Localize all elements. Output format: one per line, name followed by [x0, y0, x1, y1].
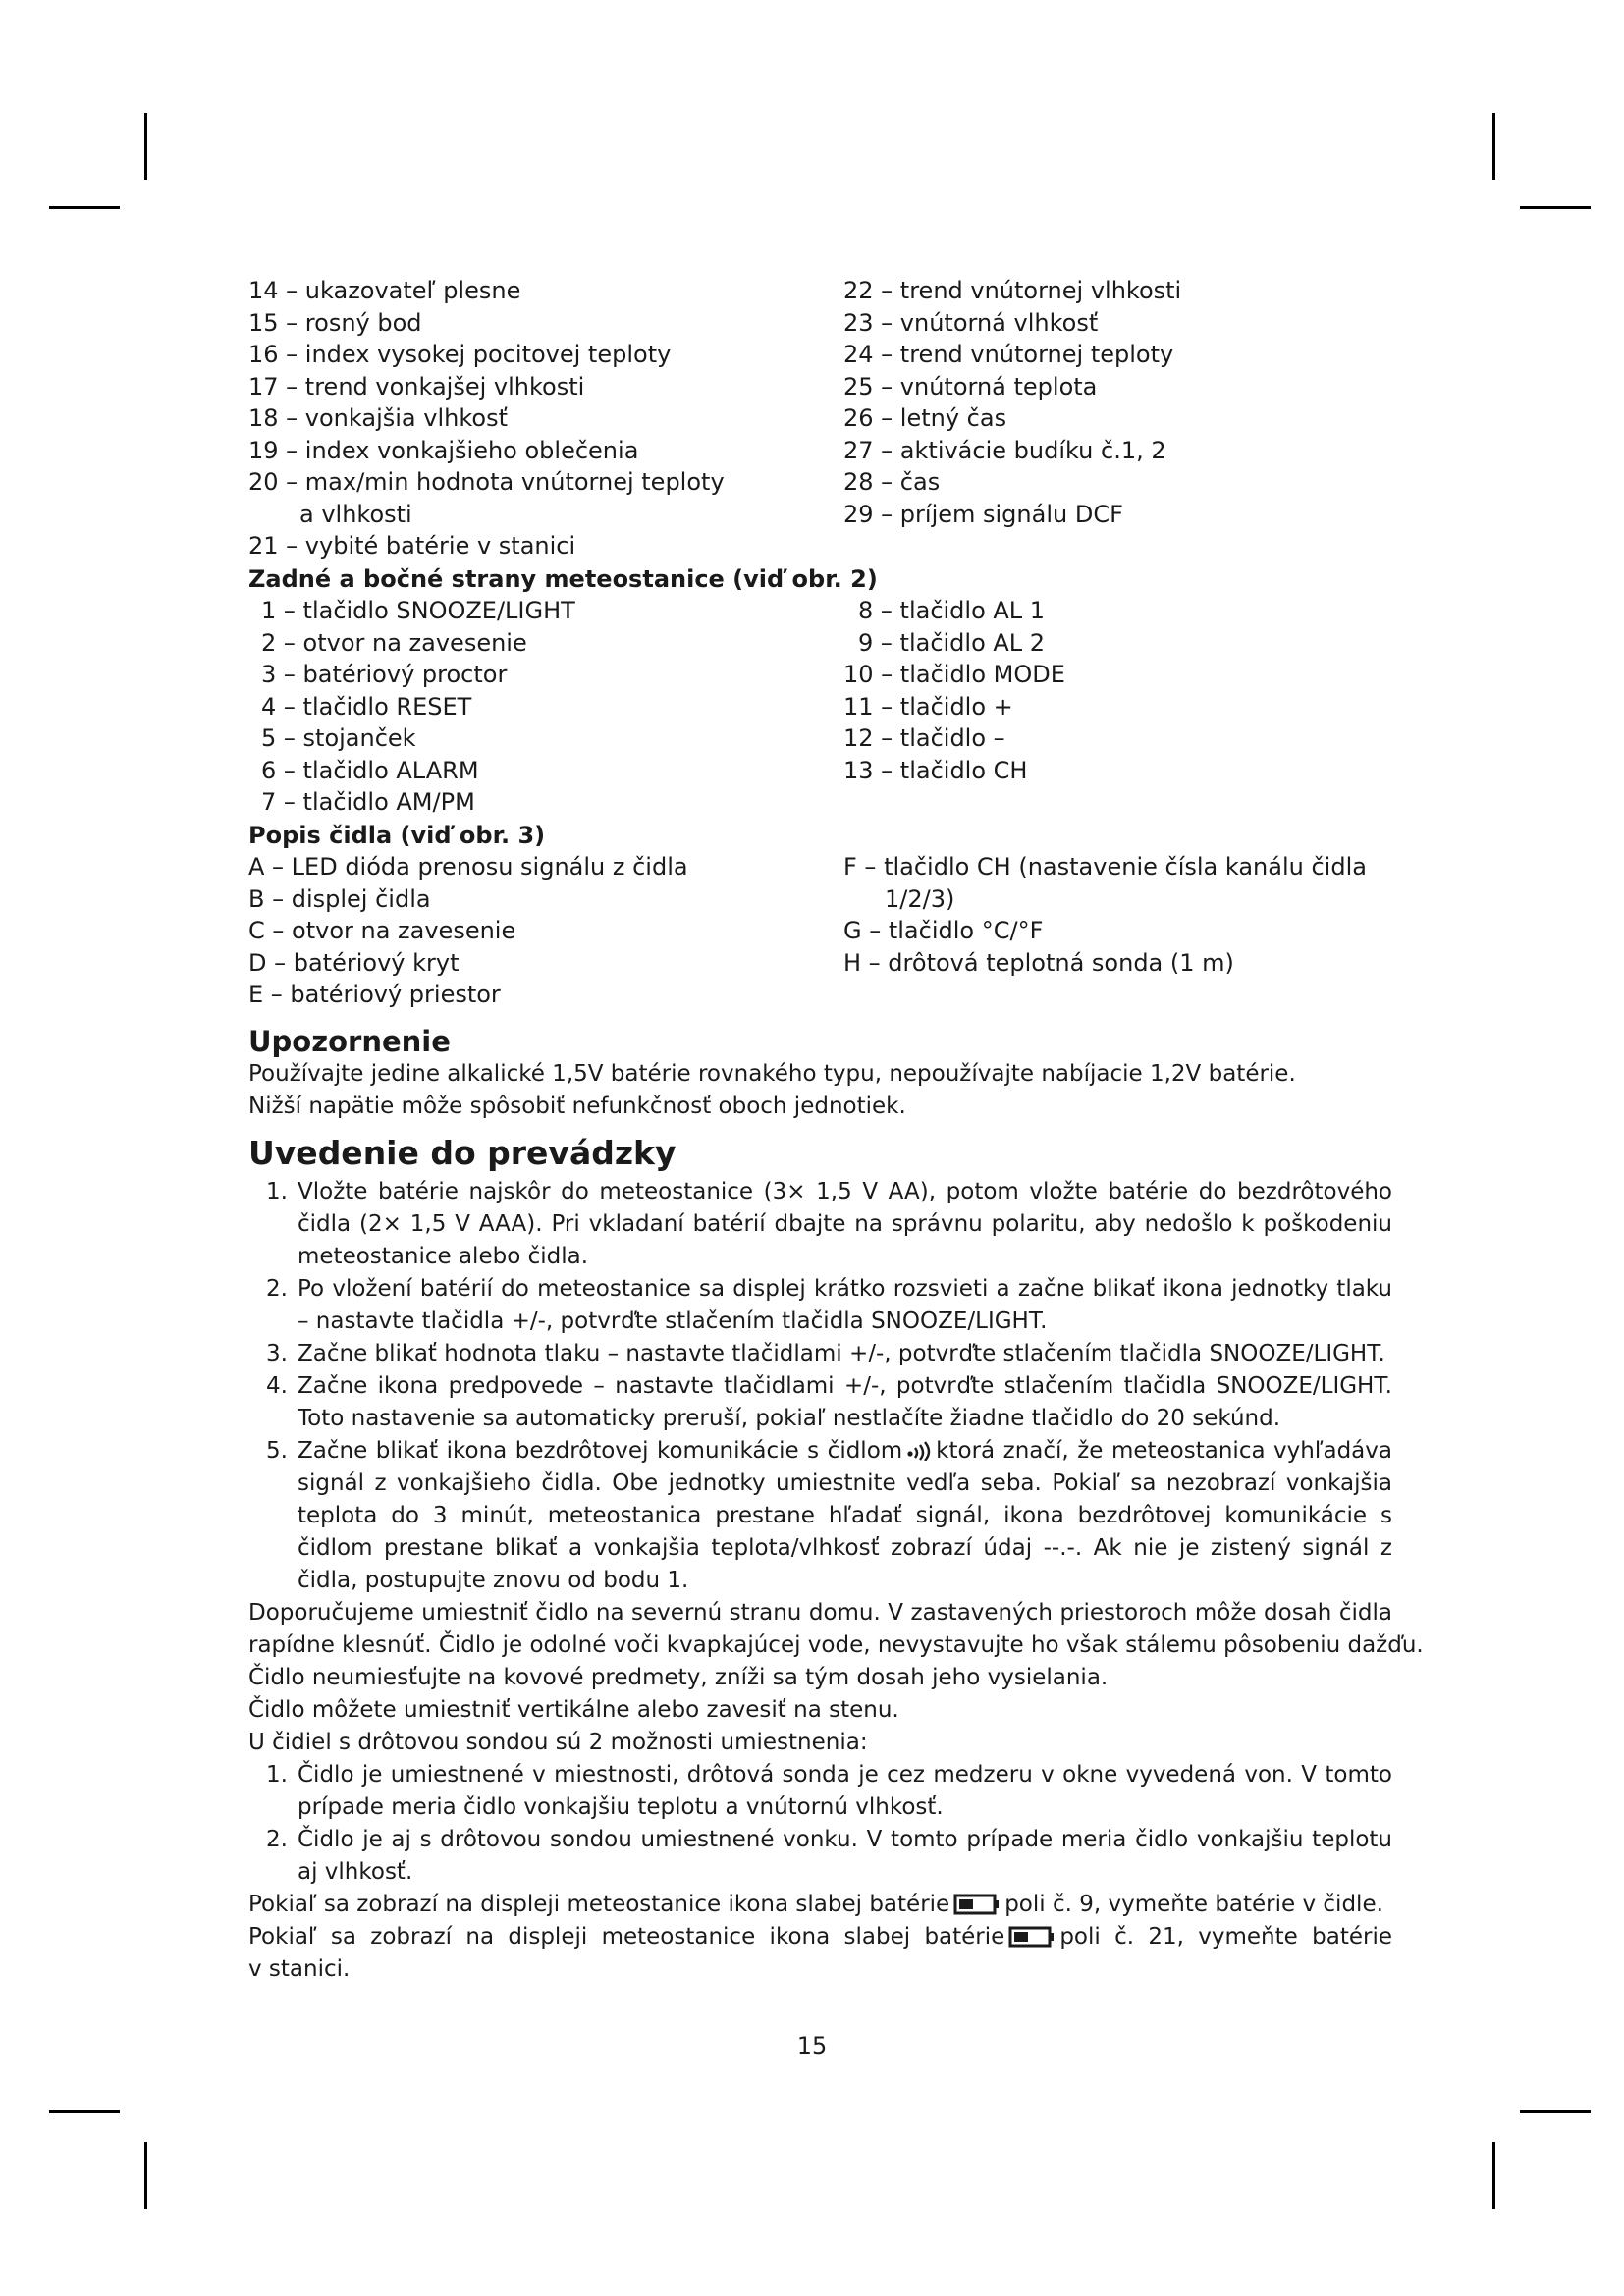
crop-mark [144, 2142, 147, 2209]
legend-item: 25 – vnútorná teplota [843, 372, 1098, 400]
crop-mark [1520, 2110, 1591, 2113]
battery-note-text: Pokiaľ sa zobrazí na displeji meteostanice ikona slabej batérie [248, 1891, 950, 1917]
step-text: Po vložení batérií do meteostanice sa displej krátko rozsvieti a začne blikať ikona jednotky tlaku – nastavte tlačidla +/-, potvrďte stlačením tlačidla SNOOZE/LIGHT. [298, 1275, 1392, 1334]
list-item [248, 1759, 1392, 1824]
setup-heading: Uvedenie do prevádzky [248, 1133, 677, 1172]
legend-item: 20 – max/min hodnota vnútornej teploty [248, 468, 725, 496]
step-number: 2. [266, 1826, 288, 1852]
legend-item: 1 – tlačidlo SNOOZE/LIGHT [261, 597, 575, 624]
legend-item: 9 – tlačidlo AL 2 [858, 628, 1046, 657]
legend-item: 27 – aktivácie budíku č.1, 2 [843, 436, 1166, 464]
crop-mark [144, 113, 147, 180]
sensor-legend [248, 851, 1392, 1011]
legend-item: 2 – otvor na zavesenie [261, 628, 527, 657]
legend-item: 17 – trend vonkajšej vlhkosti [248, 372, 585, 400]
legend-item: 1/2/3) [885, 884, 955, 913]
list-item [248, 1176, 1392, 1273]
legend-item: 21 – vybité batérie v stanici [248, 532, 576, 560]
legend-item: H – drôtová teplotná sonda (1 m) [843, 948, 1234, 977]
wireless-signal-icon [905, 1441, 933, 1461]
legend-item: 23 – vnútorná vlhkosť [843, 308, 1099, 337]
note-line: rapídne klesnúť. Čidlo je odolné voči kvapkajúcej vode, nevystavujte ho však stálemu pôsobeniu dažďu. [248, 1631, 1424, 1658]
legend-item: D – batériový kryt [248, 948, 460, 977]
legend-item: F – tlačidlo CH (nastavenie čísla kanálu čidla [843, 853, 1367, 881]
battery-note-text: v stanici. [248, 1955, 351, 1982]
step-text: Čidlo je umiestnené v miestnosti, drôtová sonda je cez medzeru v okne vyvedená von. V tomto prípade meria čidlo vonkajšiu teplotu a vnútornú vlhkosť. [298, 1761, 1392, 1820]
legend-item: 18 – vonkajšia vlhkosť [248, 404, 508, 432]
legend-item: 12 – tlačidlo – [843, 724, 1005, 752]
list-item [248, 1338, 1392, 1370]
legend-item: 6 – tlačidlo ALARM [261, 756, 479, 784]
legend-item: 4 – tlačidlo RESET [261, 692, 472, 721]
step-text-part: ktorá značí, že meteostanica vyhľadáva signál z vonkajšieho čidla. Obe jednotky umiestnite vedľa seba. Pokiaľ sa nezobrazí vonkajšia teplota do 3 minút, meteostanica prestane hľadať signál, ikona bezdrôtovej komunikácie s čidlom prestane blikať a vonkajšia teplota/vlhkosť zobrazí údaj --.-. Ak nie je zistený signál z čidla, postupujte znovu od bodu 1. [298, 1437, 1392, 1593]
back-side-legend [248, 595, 1392, 819]
battery-note-text: poli č. 9, vymeňte batérie v čidle. [1004, 1891, 1383, 1917]
step-text: Vložte batérie najskôr do meteostanice (3× 1,5 V AA), potom vložte batérie do bezdrôtového čidla (2× 1,5 V AAA). Pri vkladaní batérií dbajte na správnu polaritu, aby nedošlo k poškodeniu meteostanice alebo čidla. [298, 1178, 1392, 1269]
section-title-sensor: Popis čidla (viď obr. 3) [248, 821, 546, 849]
legend-item: C – otvor na zavesenie [248, 917, 516, 944]
legend-item: 15 – rosný bod [248, 308, 422, 337]
legend-item: 26 – letný čas [843, 404, 1007, 432]
step-text [298, 1435, 1392, 1597]
warning-text: Používajte jedine alkalické 1,5V batérie rovnakého typu, nepoužívajte nabíjacie 1,2V batérie. [248, 1060, 1296, 1087]
legend-item: E – batériový priestor [248, 981, 501, 1008]
list-item [248, 1273, 1392, 1338]
legend-item: 28 – čas [843, 468, 941, 496]
battery-note [248, 1921, 1392, 1953]
step-number: 4. [266, 1372, 288, 1399]
legend-item: 5 – stojanček [261, 724, 416, 752]
list-item [248, 1435, 1392, 1597]
placement-options [248, 1759, 1392, 1889]
legend-item: 13 – tlačidlo CH [843, 756, 1028, 784]
note-line: Doporučujeme umiestniť čidlo na severnú stranu domu. V zastavených priestoroch môže dosah čidla [248, 1599, 1392, 1626]
legend-item: 14 – ukazovateľ plesne [248, 277, 521, 304]
step-number: 1. [266, 1761, 288, 1788]
legend-item: a vlhkosti [299, 500, 412, 528]
crop-mark [49, 206, 120, 209]
warning-text: Nižší napätie môže spôsobiť nefunkčnosť oboch jednotiek. [248, 1093, 906, 1119]
legend-item: G – tlačidlo °C/°F [843, 917, 1044, 944]
note-line: Čidlo môžete umiestniť vertikálne alebo zavesiť na stenu. [248, 1696, 899, 1723]
legend-item: 3 – batériový proctor [261, 661, 508, 688]
page-number: 15 [796, 2032, 828, 2059]
low-battery-icon [953, 1893, 1001, 1916]
battery-note-text: poli č. 21, vymeňte batérie [1059, 1923, 1392, 1949]
crop-mark [1492, 2142, 1495, 2209]
legend-item: 29 – príjem signálu DCF [843, 500, 1123, 528]
step-text: Čidlo je aj s drôtovou sondou umiestnené vonku. V tomto prípade meria čidlo vonkajšiu teplotu aj vlhkosť. [298, 1826, 1392, 1885]
step-number: 2. [266, 1275, 288, 1302]
note-line: U čidiel s drôtovou sondou sú 2 možnosti umiestnenia: [248, 1729, 868, 1755]
low-battery-icon [1008, 1925, 1056, 1949]
page-content [248, 275, 1424, 1986]
step-text: Začne ikona predpovede – nastavte tlačidlami +/-, potvrďte stlačením tlačidla SNOOZE/LIGHT. Toto nastavenie sa automaticky preruší, pokiaľ nestlačíte žiadne tlačidlo do 20 sekúnd. [298, 1372, 1392, 1431]
legend-item: 10 – tlačidlo MODE [843, 661, 1065, 688]
legend-item: 24 – trend vnútornej teploty [843, 341, 1174, 368]
legend-item: 16 – index vysokej pocitovej teploty [248, 341, 672, 368]
list-item [248, 1824, 1392, 1889]
legend-item: A – LED dióda prenosu signálu z čidla [248, 853, 688, 881]
step-text: Začne blikať hodnota tlaku – nastavte tlačidlami +/-, potvrďte stlačením tlačidla SNOOZE/LIGHT. [298, 1340, 1385, 1366]
list-item [248, 1370, 1392, 1435]
legend-item: 22 – trend vnútornej vlhkosti [843, 277, 1182, 304]
legend-item: B – displej čidla [248, 884, 431, 913]
step-number: 5. [266, 1437, 288, 1464]
step-text-part: Začne blikať ikona bezdrôtovej komunikácie s čidlom [298, 1437, 903, 1464]
legend-item: 11 – tlačidlo + [843, 692, 1013, 721]
crop-mark [1520, 206, 1591, 209]
section-title-back: Zadné a bočné strany meteostanice (viď obr. 2) [248, 564, 878, 593]
battery-note [248, 1889, 1392, 1921]
crop-mark [1492, 113, 1495, 180]
step-number: 1. [266, 1178, 288, 1204]
display-legend [248, 275, 1392, 562]
warning-heading: Upozornenie [248, 1024, 451, 1058]
step-number: 3. [266, 1340, 288, 1366]
battery-note-text: Pokiaľ sa zobrazí na displeji meteostanice ikona slabej batérie [248, 1923, 1005, 1949]
legend-item: 19 – index vonkajšieho oblečenia [248, 436, 639, 464]
setup-steps [248, 1176, 1392, 1597]
crop-mark [49, 2110, 120, 2113]
note-line: Čidlo neumiesťujte na kovové predmety, zníži sa tým dosah jeho vysielania. [248, 1664, 1109, 1690]
legend-item: 7 – tlačidlo AM/PM [261, 788, 475, 816]
legend-item: 8 – tlačidlo AL 1 [858, 597, 1046, 624]
